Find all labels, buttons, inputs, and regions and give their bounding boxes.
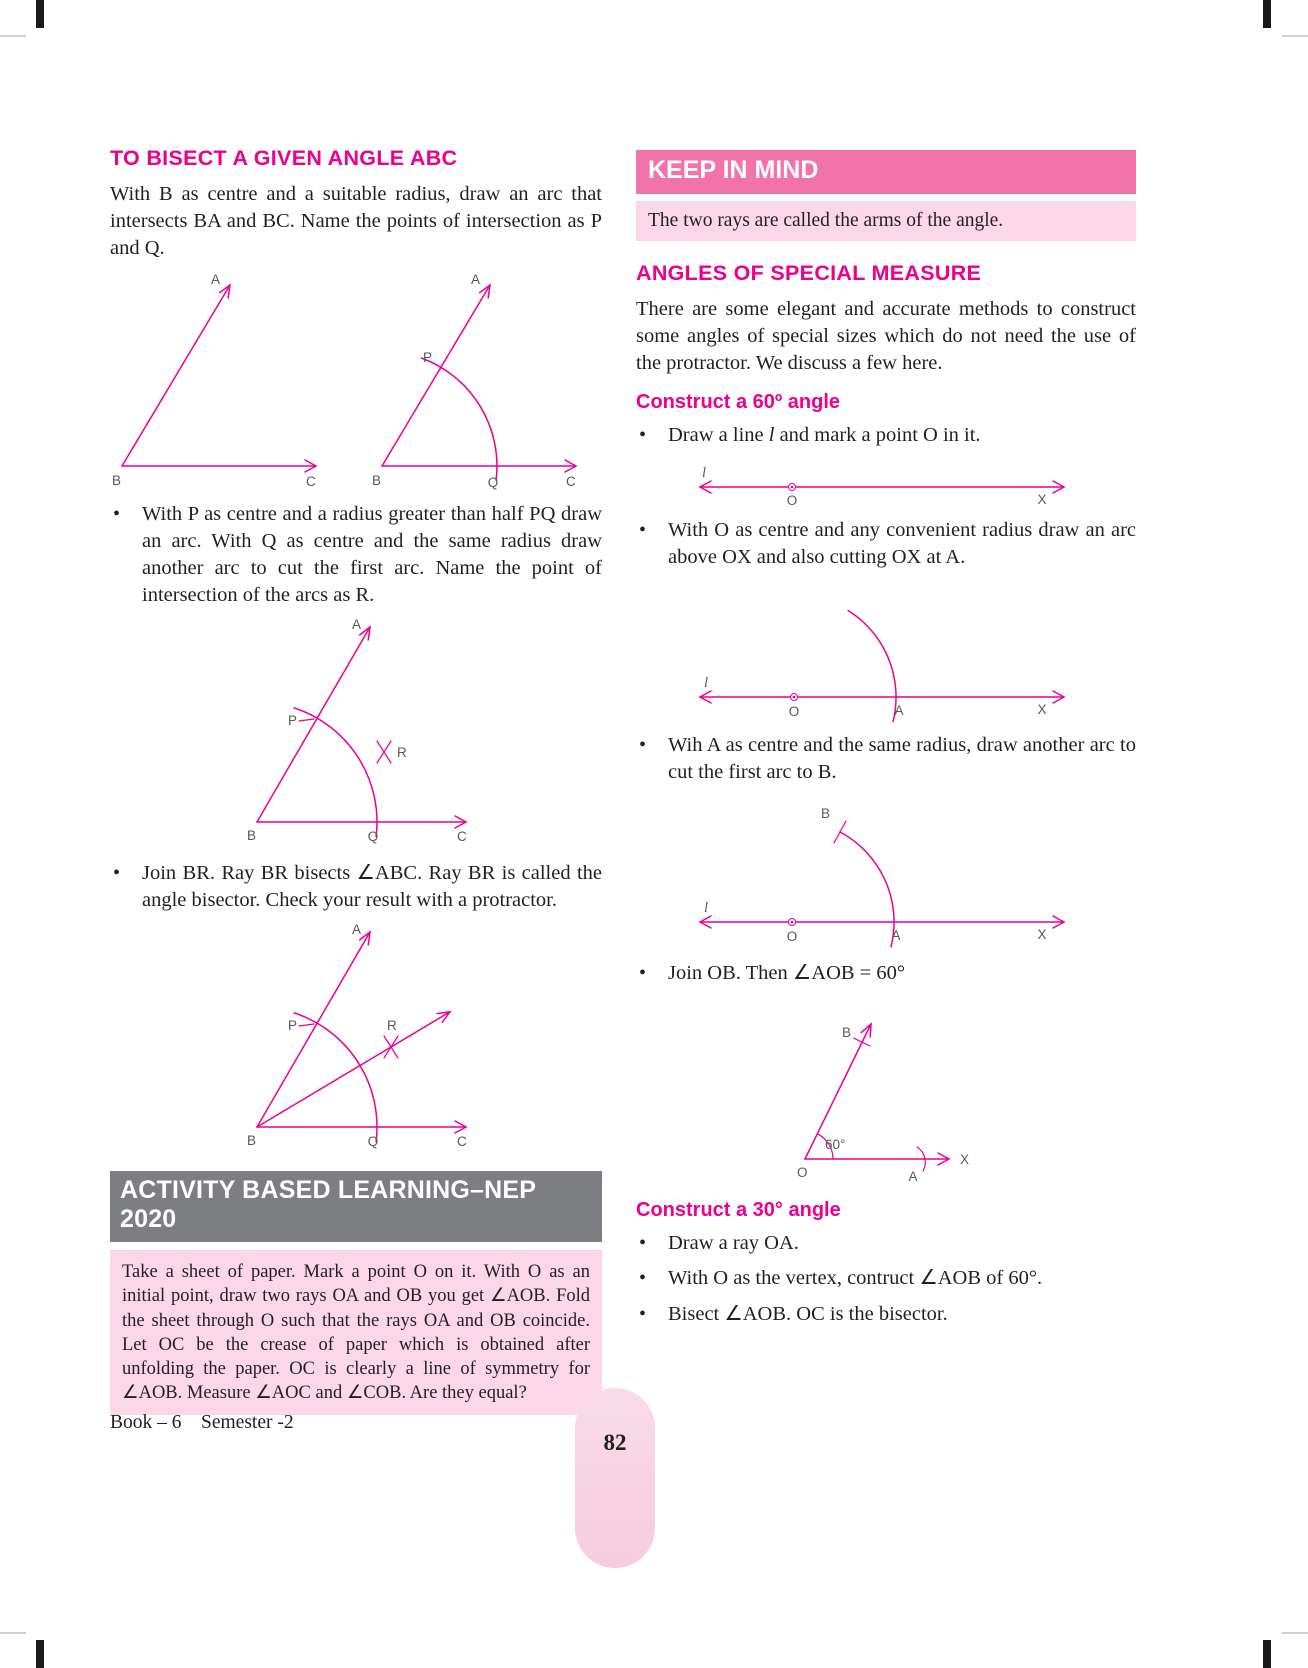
right-column <box>636 150 1136 1336</box>
left-column <box>110 146 602 1415</box>
label-b: B <box>841 1025 851 1041</box>
ray-ba <box>382 285 490 466</box>
label-x: X <box>1037 492 1047 508</box>
point-o-dot <box>791 921 794 924</box>
arc-pq <box>294 708 377 837</box>
bullet-text-join-br: Join BR. Ray BR bisects ∠ABC. Ray BR is called the angle bisector. Check your result with a protractor. <box>142 862 602 912</box>
crop-mark <box>36 1640 44 1668</box>
label-a: A <box>470 272 480 288</box>
label-o: O <box>786 493 798 509</box>
figure-angle-abc <box>110 268 335 493</box>
section-heading-special-measure: ANGLES OF SPECIAL MEASURE <box>636 261 982 285</box>
bullet-marker: • <box>113 503 121 526</box>
bullet-marker: • <box>639 1232 647 1255</box>
figure-arc-cut-b <box>692 794 1072 952</box>
label-x: X <box>960 1152 970 1168</box>
arc-pq <box>294 1013 377 1142</box>
bullet-item <box>636 1301 1136 1328</box>
activity-box: Take a sheet of paper. Mark a point O on it. With O as an initial point, draw two rays OA and OB you get ∠AOB. Fold the sheet through O such that the rays OA and OB coincide. Let OC be the crease of paper which is obtained after unfolding the paper. OC is clearly a line of symmetry for ∠AOB. Measure ∠AOC and ∠COB. Are they equal? <box>110 1250 602 1414</box>
special-measure-intro: There are some elegant and accurate methods to construct some angles of special sizes which do not need the use of the protractor. We discuss a few here. <box>636 298 1136 375</box>
figure-arc-above-ox <box>692 579 1072 724</box>
keep-in-mind-banner: KEEP IN MIND <box>636 150 1136 194</box>
figure-angle-bisector <box>245 922 495 1157</box>
bullet-item <box>636 1230 1136 1257</box>
label-a: A <box>908 1169 918 1185</box>
crop-mark <box>36 0 44 28</box>
arrowhead-r <box>437 1012 450 1022</box>
bullet-text-draw-ray-oa: Draw a ray OA. <box>668 1232 799 1255</box>
arc-pq <box>421 358 497 480</box>
bullet-item <box>636 732 1136 786</box>
bullet-item <box>636 517 1136 571</box>
construction-arc <box>848 611 896 722</box>
bullet-text-construct-aob: With O as the vertex, contruct ∠AOB of 60°. <box>668 1267 1043 1290</box>
page-number: 82 <box>603 1430 627 1455</box>
bullet-marker: • <box>639 962 647 985</box>
label-r: R <box>387 1018 397 1034</box>
bullet-text-join-ob: Join OB. Then ∠AOB = 60° <box>668 962 906 985</box>
label-r: R <box>397 745 407 761</box>
bullet-item <box>636 422 1136 449</box>
label-a: A <box>351 617 361 633</box>
ray-ba <box>257 627 370 822</box>
label-leader-p <box>299 719 314 721</box>
label-c: C <box>566 474 576 490</box>
arrowhead-a <box>480 285 490 298</box>
crop-mark <box>1282 35 1308 37</box>
label-p: P <box>287 1018 297 1034</box>
footer-book-info: Book – 6 Semester -2 <box>110 1412 294 1433</box>
label-q: Q <box>367 1134 379 1150</box>
arrowhead-a <box>360 932 370 945</box>
bullet-marker: • <box>639 734 647 757</box>
bullet-marker: • <box>639 424 647 447</box>
bullet-text-draw-line <box>668 422 1136 449</box>
subheading-construct-30: Construct a 30° angle <box>636 1199 841 1222</box>
bullet-text-arc-above-ox: With O as centre and any convenient radius draw an arc above OX and also cutting OX at A. <box>668 519 1136 569</box>
label-l: l <box>702 465 707 482</box>
page-number-pill <box>575 1388 655 1568</box>
label-l: l <box>704 675 709 692</box>
tick-mark-b <box>834 821 846 843</box>
tick-mark-b <box>854 1039 870 1047</box>
crop-mark <box>1263 1640 1271 1668</box>
label-c: C <box>457 1134 467 1150</box>
label-o: O <box>786 929 798 945</box>
ray-ba <box>257 932 370 1127</box>
point-o-dot <box>793 696 796 699</box>
bullet-marker: • <box>113 862 121 885</box>
crop-mark <box>0 35 26 37</box>
bisector-ray-br <box>257 1012 450 1127</box>
bullet-item <box>110 860 602 914</box>
bullet-marker: • <box>639 519 647 542</box>
line-l-italic: l <box>768 424 775 447</box>
label-p: P <box>422 350 432 366</box>
label-q: Q <box>487 475 499 491</box>
label-o: O <box>797 1165 808 1181</box>
figure-line-l <box>692 457 1072 509</box>
arrowhead-a <box>360 627 370 640</box>
label-x: X <box>1037 927 1047 943</box>
bullet-text-arc-r: With P as centre and a radius greater than half PQ draw an arc. With Q as centre and the same radius draw another arc to cut the first arc. Name the point of intersection of the arcs as R. <box>142 503 602 607</box>
label-x: X <box>1037 702 1047 718</box>
bullet-item <box>636 1265 1136 1292</box>
crop-mark <box>1263 0 1271 28</box>
bullet-marker: • <box>639 1302 647 1325</box>
label-o: O <box>788 704 800 720</box>
label-b: B <box>247 828 257 844</box>
label-b: B <box>112 473 122 489</box>
bullet-text-bisect-aob: Bisect ∠AOB. OC is the bisector. <box>668 1302 948 1325</box>
construction-arc <box>840 832 894 947</box>
label-a: A <box>210 272 220 288</box>
point-o-dot <box>791 486 794 489</box>
text-segment: Draw a line <box>668 424 769 447</box>
label-leader-p <box>299 1024 314 1026</box>
activity-banner: ACTIVITY BASED LEARNING–NEP 2020 <box>110 1171 602 1242</box>
label-c: C <box>306 474 316 490</box>
figure-row <box>110 268 602 493</box>
ray-ba <box>122 285 230 466</box>
section-heading-bisect-angle: TO BISECT A GIVEN ANGLE ABC <box>110 146 458 170</box>
figure-angle-60 <box>767 997 1067 1185</box>
subheading-construct-60: Construct a 60º angle <box>636 391 841 414</box>
label-p: P <box>287 713 297 729</box>
label-b: B <box>247 1133 257 1149</box>
figure-angle-arc-pq <box>370 268 600 493</box>
label-b: B <box>820 806 830 822</box>
crop-mark <box>0 1632 26 1634</box>
bullet-item <box>110 501 602 609</box>
label-a: A <box>351 922 361 938</box>
label-b: B <box>372 473 382 489</box>
label-a: A <box>891 928 901 944</box>
label-a: A <box>894 703 904 719</box>
bisect-intro-paragraph: With B as centre and a suitable radius, draw an arc that intersects BA and BC. Name the points of intersection as P and Q. <box>110 183 602 260</box>
bullet-item <box>636 960 1136 987</box>
bullet-marker: • <box>639 1267 647 1290</box>
text-segment: and mark a point O in it. <box>774 424 981 447</box>
label-c: C <box>457 829 467 845</box>
label-l: l <box>704 900 709 917</box>
arrowhead-a <box>220 285 230 298</box>
label-q: Q <box>367 829 379 845</box>
figure-arc-intersection-r <box>245 617 495 852</box>
label-60-degrees: 60° <box>825 1137 846 1153</box>
keep-in-mind-note: The two rays are called the arms of the angle. <box>636 201 1136 241</box>
bullet-text-cut-arc-b: Wih A as centre and the same radius, draw another arc to cut the first arc to B. <box>668 734 1136 784</box>
crop-mark <box>1282 1632 1308 1634</box>
